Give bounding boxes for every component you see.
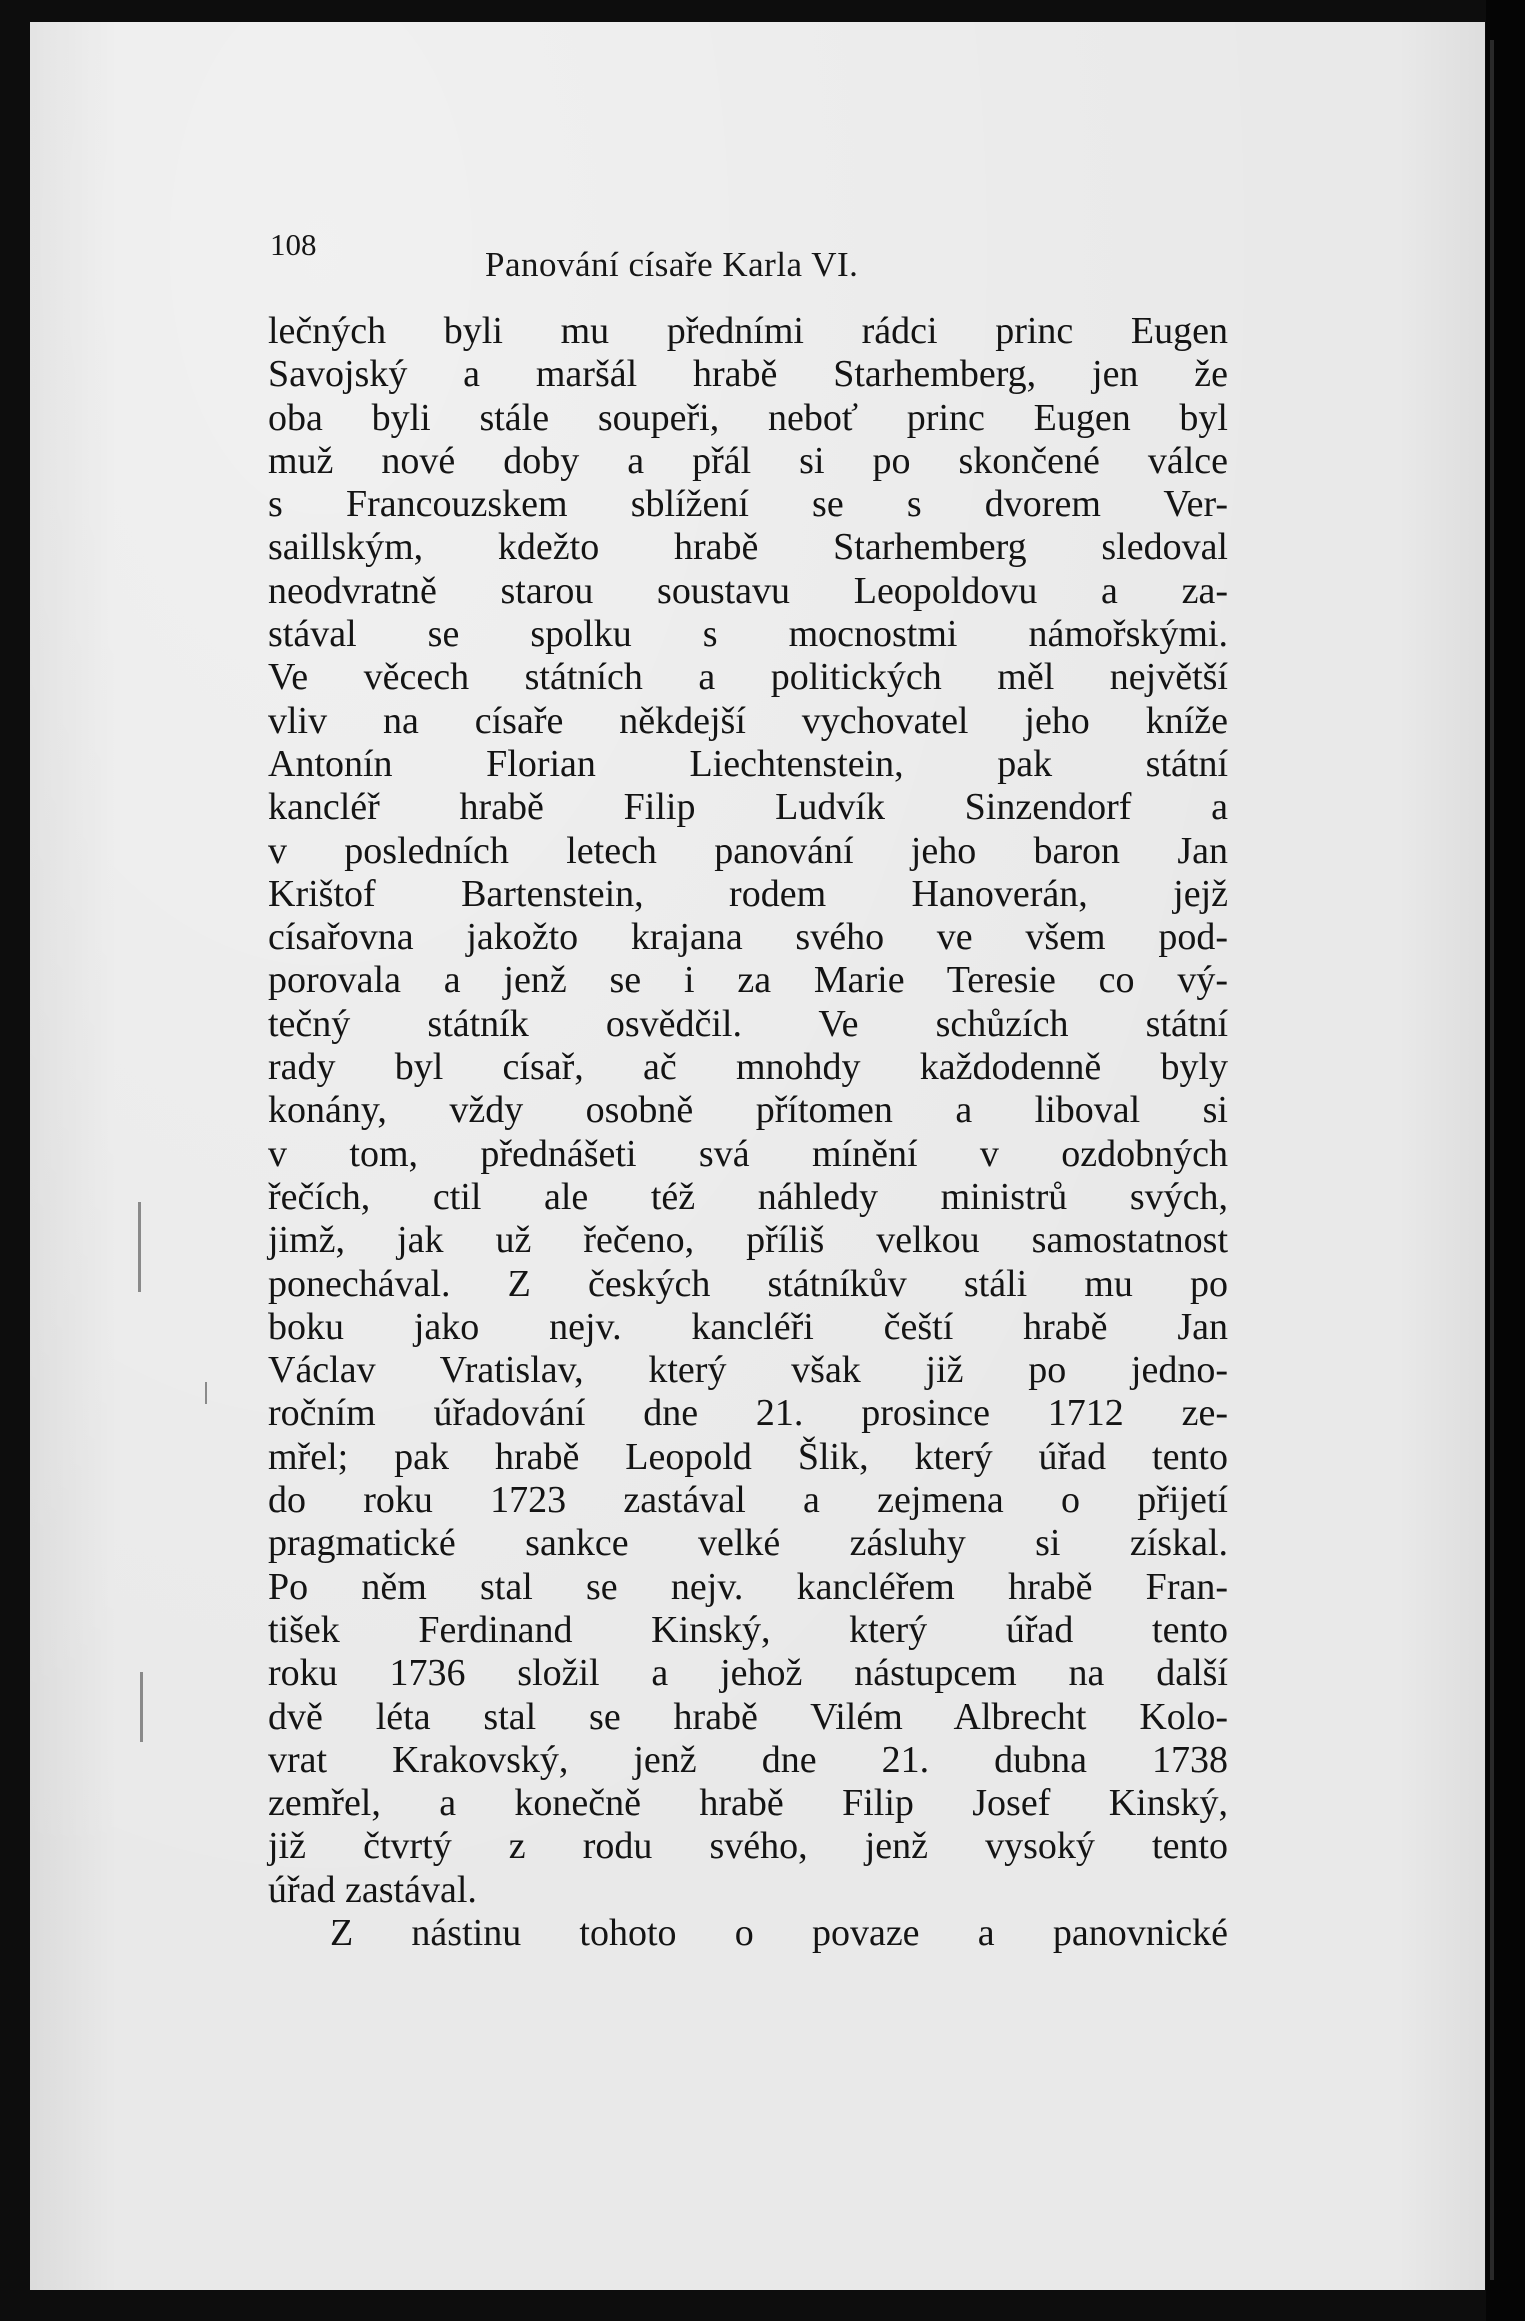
- text-line: kancléř hrabě Filip Ludvík Sinzendorf a: [268, 786, 1228, 829]
- text-line: Antonín Florian Liechtenstein, pak státní: [268, 742, 1228, 785]
- text-line: jimž, jak už řečeno, příliš velkou samostatnost: [268, 1219, 1228, 1262]
- text-line: neodvratně starou soustavu Leopoldovu a za-: [268, 569, 1228, 612]
- text-line: pragmatické sankce velké zásluhy si získal.: [268, 1522, 1228, 1565]
- book-page: [30, 22, 1485, 2290]
- margin-mark: [140, 1672, 143, 1742]
- text-line: saillským, kdežto hrabě Starhemberg sledoval: [268, 526, 1228, 569]
- text-line: zemřel, a konečně hrabě Filip Josef Kinský,: [268, 1782, 1228, 1825]
- text-line: císařovna jakožto krajana svého ve všem pod-: [268, 916, 1228, 959]
- text-line: řečích, ctil ale též náhledy ministrů svých,: [268, 1175, 1228, 1218]
- body-text: [268, 310, 1228, 1955]
- text-line: v posledních letech panování jeho baron Jan: [268, 829, 1228, 872]
- text-line: vliv na císaře někdejší vychovatel jeho kníže: [268, 699, 1228, 742]
- margin-mark: [138, 1202, 141, 1292]
- paragraph-start-line: Z nástinu tohoto o povaze a panovnické: [330, 1911, 1228, 1954]
- text-line: Václav Vratislav, který však již po jedno-: [268, 1349, 1228, 1392]
- text-line: tišek Ferdinand Kinský, který úřad tento: [268, 1608, 1228, 1651]
- text-line: oba byli stále soupeři, neboť princ Eugen byl: [268, 396, 1228, 439]
- text-line: vrat Krakovský, jenž dne 21. dubna 1738: [268, 1738, 1228, 1781]
- text-line: tečný státník osvědčil. Ve schůzích státní: [268, 1002, 1228, 1045]
- text-line: v tom, přednášeti svá mínění v ozdobných: [268, 1132, 1228, 1175]
- text-line: Po něm stal se nejv. kancléřem hrabě Fran-: [268, 1565, 1228, 1608]
- text-line: lečných byli mu předními rádci princ Eugen: [268, 310, 1228, 352]
- page-number: 108: [270, 227, 317, 262]
- text-line: konány, vždy osobně přítomen a liboval si: [268, 1089, 1228, 1132]
- text-line: s Francouzskem sblížení se s dvorem Ver-: [268, 483, 1228, 526]
- text-line: rady byl císař, ač mnohdy každodenně byly: [268, 1046, 1228, 1089]
- text-line: stával se spolku s mocnostmi námořskými.: [268, 613, 1228, 656]
- text-line: muž nové doby a přál si po skončené válce: [268, 439, 1228, 482]
- text-line: úřad zastával.: [268, 1868, 477, 1911]
- text-line: ročním úřadování dne 21. prosince 1712 ze-: [268, 1392, 1228, 1435]
- text-line: ponechával. Z českých státníkův stáli mu po: [268, 1262, 1228, 1305]
- page-header: [30, 227, 1485, 287]
- text-line: porovala a jenž se i za Marie Teresie co vý-: [268, 959, 1228, 1002]
- text-line: dvě léta stal se hrabě Vilém Albrecht Kolo-: [268, 1695, 1228, 1738]
- text-line: boku jako nejv. kancléři čeští hrabě Jan: [268, 1305, 1228, 1348]
- page-edge-line: [1490, 40, 1494, 2280]
- text-line: Krištof Bartenstein, rodem Hanoverán, jejž: [268, 872, 1228, 915]
- text-line: roku 1736 složil a jehož nástupcem na další: [268, 1652, 1228, 1695]
- text-line: Savojský a maršál hrabě Starhemberg, jen že: [268, 353, 1228, 396]
- text-line: do roku 1723 zastával a zejmena o přijetí: [268, 1479, 1228, 1522]
- text-line: Ve věcech státních a politických měl největší: [268, 656, 1228, 699]
- margin-mark: [205, 1382, 207, 1404]
- text-line: již čtvrtý z rodu svého, jenž vysoký tento: [268, 1825, 1228, 1868]
- text-line: mřel; pak hrabě Leopold Šlik, který úřad tento: [268, 1435, 1228, 1478]
- running-head: Panování císaře Karla VI.: [485, 245, 859, 284]
